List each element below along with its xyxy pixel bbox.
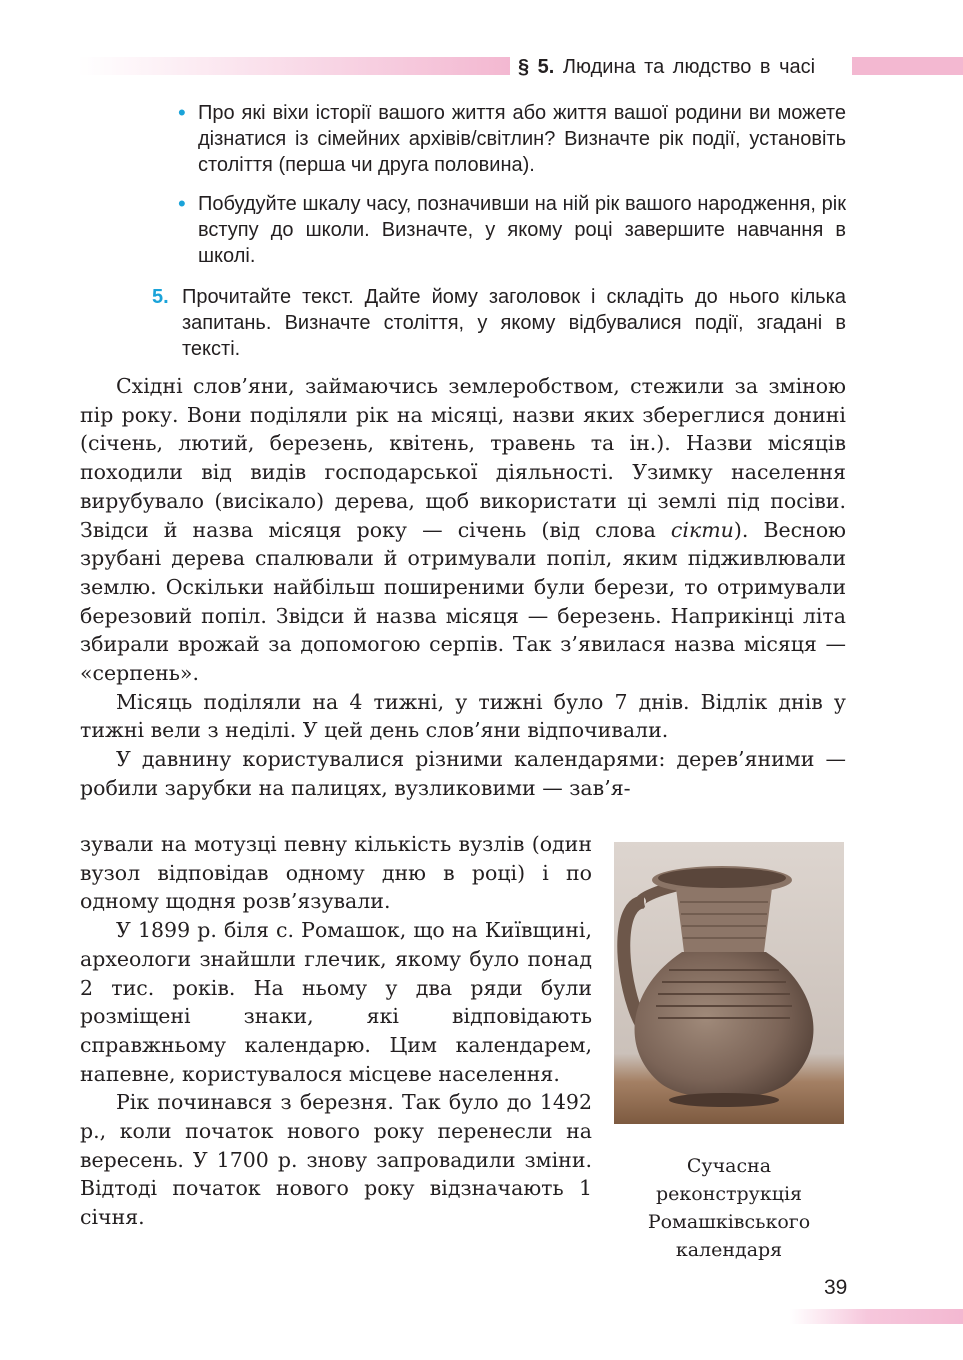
task-5: [152, 284, 846, 362]
bullet-text: Про які віхи історії вашого життя або життя вашої родини ви можете дізнатися із сімейних архівів/світлин? Визначте рік події, установіть століття (перша чи друга половина).: [198, 102, 846, 176]
section-number: § 5.: [518, 56, 555, 78]
paragraph: Рік починався з березня. Так було до 1492 р., коли початок нового року перенесли на вересень. У 1700 р. знову запровадили зміни. Відтоді початок нового року відзначають 1 січня.: [80, 1090, 592, 1230]
italic-term: сікти: [670, 517, 734, 542]
bullet-item: [178, 191, 846, 269]
section-title: Людина та людство в часі: [562, 56, 816, 78]
paragraph: [80, 372, 846, 688]
bullet-text: Побудуйте шкалу часу, позначивши на ній рік вашого народження, рік вступу до школи. Визначте, у якому році завершите навчання в школі.: [198, 193, 846, 267]
paragraph: Місяць поділяли на 4 тижні, у тижні було 7 днів. Відлік днів у тижні вели з неділі. У цей день слов’яни відпочивали.: [80, 689, 846, 743]
main-text-full-width: [80, 372, 846, 803]
bullet-dot-icon: •: [178, 100, 186, 125]
assignment-bullets: [178, 100, 846, 282]
page-number: 39: [824, 1276, 848, 1299]
figure-caption: Сучасна реконструкція Ромашківського календаря: [647, 1155, 811, 1261]
paragraph: У 1899 р. біля с. Ромашок, що на Київщині, археологи знайшли глечик, якому було понад 2 тис. років. На ньому у два ряди були розміщені знаки, які відповідають справжньому календарю. Цим календарем, напевне, користувалося місцеве населення.: [80, 918, 592, 1086]
paragraph: У давнину користувалися різними календарями: дерев’яними — робили зарубки на палицях, вузликовими — зав’я-: [80, 747, 846, 800]
footer-decor-bar: [790, 1309, 963, 1324]
bullet-dot-icon: •: [178, 191, 186, 216]
header-decor-bar-right: [852, 57, 963, 75]
paragraph-text: ). Весною зрубані дерева спалювали й отримували попіл, яким підживлювали землю. Оскільки найбільш поширеними були берези, то отримували березовий попіл. Звідси й назва місяця — березень. Наприкінці літа збирали врожай за допомогою серпів. Так з’явилася назва місяця — «серпень».: [80, 517, 847, 686]
paragraph-text: Східні слов’яни, займаючись землеробством, стежили за зміною пір року. Вони поділяли рік на місяці, назви яких збереглися донині (січень, лютий, березень, квітень, травень та ін.). Назви місяців походили від видів господарської діяльності. Узимку населення вирубувало (висікало) дерева, щоб використати ці землі під посіви. Звідси й назва місяця року — січень (від слова: [80, 374, 846, 542]
main-text-column: [80, 830, 592, 1232]
bullet-item: [178, 100, 846, 178]
task-number: 5.: [152, 286, 169, 308]
task-text: Прочитайте текст. Дайте йому заголовок і складіть до нього кілька запитань. Визначте століття, у якому відбувалися події, згадані в тексті.: [182, 286, 846, 360]
paragraph-continuation: зували на мотузці певну кількість вузлів (один вузол відповідав одному дню в році) і по одному щодня розв’язували.: [80, 832, 592, 914]
header-decor-bar-left: [78, 57, 510, 75]
running-header: [518, 55, 815, 79]
calendar-jug-photo: [614, 842, 844, 1124]
